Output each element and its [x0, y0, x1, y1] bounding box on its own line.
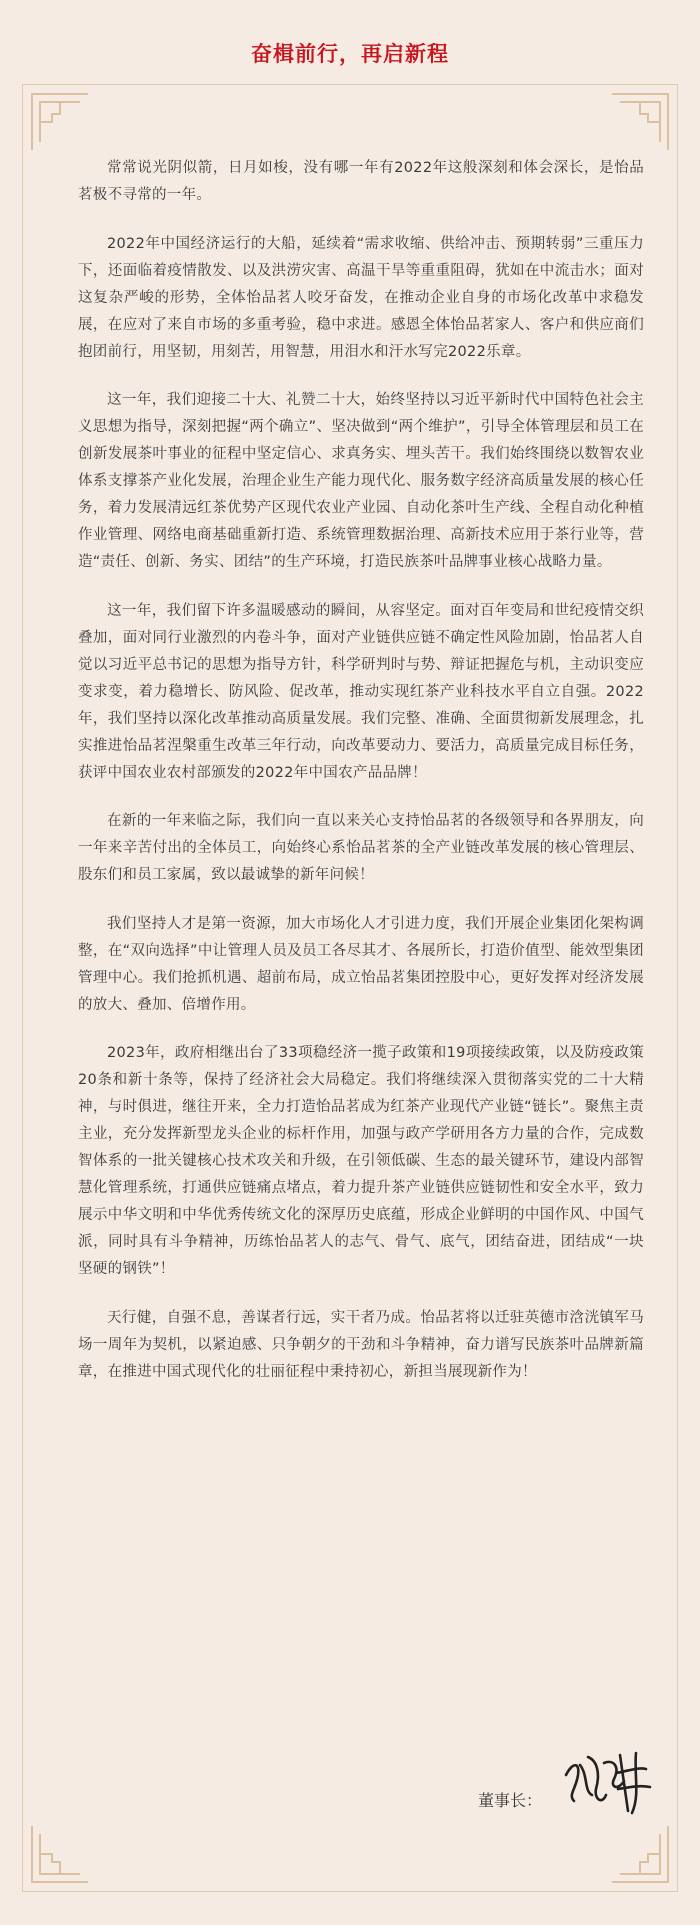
paragraph: 在新的一年来临之际，我们向一直以来关心支持怡品茗的各级领导和各界朋友，向一年来辛苦付出的全体员工，向始终心系怡品茗茶的全产业链改革发展的核心管理层、股东们和员工家属，致以最诚挚的新年问候！ [78, 813, 644, 883]
letter-body [78, 155, 644, 1407]
corner-ornament-icon [30, 1824, 90, 1884]
paragraph: 这一年，我们留下许多温暖感动的瞬间，从容坚定。面对百年变局和世纪疫情交织叠加，面对同行业激烈的内卷斗争，面对产业链供应链不确定性风险加剧，怡品茗人自觉以习近平总书记的思想为指导方针，科学研判时与势、辩证把握危与机，主动识变应变求变，着力稳增长、防风险、促改革，推动实现红茶产业科技水平自立自强。2022年，我们坚持以深化改革推动高质量发展。我们完整、准确、全面贯彻新发展理念，扎实推进怡品茗涅槃重生改革三年行动，向改革要动力、要活力，高质量完成目标任务，获评中国农业农村部颁发的2022年中国农产品品牌！ [78, 602, 644, 781]
paragraph: 这一年，我们迎接二十大、礼赞二十大，始终坚持以习近平新时代中国特色社会主义思想为指导，深刻把握“两个确立”、坚决做到“两个维护”，引导全体管理层和员工在创新发展茶叶事业的征程中坚定信心、求真务实、埋头苦干。我们始终围绕以数智农业体系支撑茶产业化发展，治理企业生产能力现代化、服务数字经济高质量发展的核心任务，着力发展清远红茶优势产区现代农业产业园、自动化茶叶生产线、全程自动化种植作业管理、网络电商基础重新打造、系统管理数据治理、高新技术应用于茶行业等，营造“责任、创新、务实、团结”的生产环境，打造民族茶叶品牌事业核心战略力量。 [78, 392, 644, 570]
paragraph: 常常说光阴似箭，日月如梭，没有哪一年有2022年这般深刻和体会深长，是怡品茗极不寻常的一年。 [78, 160, 644, 203]
paragraph: 2022年中国经济运行的大船，延续着“需求收缩、供给冲击、预期转弱”三重压力下，还面临着疫情散发、以及洪涝灾害、高温干旱等重重阻碍，犹如在中流击水；面对这复杂严峻的形势，全体怡品茗人咬牙奋发，在推动企业自身的市场化改革中求稳发展，在应对了来自市场的多重考验，稳中求进。感恩全体怡品茗家人、客户和供应商们抱团前行，用坚韧，用刻苦，用智慧，用泪水和汗水写完2022乐章。 [78, 235, 644, 360]
corner-ornament-icon [610, 1824, 670, 1884]
paragraph: 天行健，自强不息，善谋者行远，实干者乃成。怡品茗将以迁驻英德市浛洸镇军马场一周年为契机，以紧迫感、只争朝夕的干劲和斗争精神，奋力谱写民族茶叶品牌新篇章，在推进中国式现代化的壮丽征程中秉持初心，新担当展现新作为！ [78, 1309, 644, 1380]
handwritten-signature-icon [558, 1745, 658, 1817]
paragraph: 我们坚持人才是第一资源，加大市场化人才引进力度，我们开展企业集团化架构调整，在“双向选择”中让管理人员及员工各尽其才、各展所长，打造价值型、能效型集团管理中心。我们抢抓机遇、超前布局，成立怡品茗集团控股中心，更好发挥对经济发展的放大、叠加、倍增作用。 [78, 915, 644, 1013]
page-title: 奋楫前行，再启新程 [251, 42, 449, 66]
corner-ornament-icon [610, 92, 670, 152]
signature-label: 董事长： [478, 1791, 543, 1810]
corner-ornament-icon [30, 92, 90, 152]
signature-block [470, 1745, 670, 1825]
paragraph: 2023年，政府相继出台了33项稳经济一揽子政策和19项接续政策，以及防疫政策20条和新十条等，保持了经济社会大局稳定。我们将继续深入贯彻落实党的二十大精神，与时俱进，继往开来，全力打造怡品茗成为红茶产业现代产业链“链长”。聚焦主责主业，充分发挥新型龙头企业的标杆作用，加强与政产学研用各方力量的合作，完成数智体系的一批关键核心技术攻关和升级，在引领低碳、生态的最关键环节，建设内部智慧化管理系统，打通供应链痛点堵点，着力提升茶产业链供应链韧性和安全水平，致力展示中华文明和中华优秀传统文化的深厚历史底蕴，形成企业鲜明的中国作风、中国气派，同时具有斗争精神，历练怡品茗人的志气、骨气、底气，团结奋进，团结成“一块坚硬的钢铁”！ [78, 1045, 644, 1277]
